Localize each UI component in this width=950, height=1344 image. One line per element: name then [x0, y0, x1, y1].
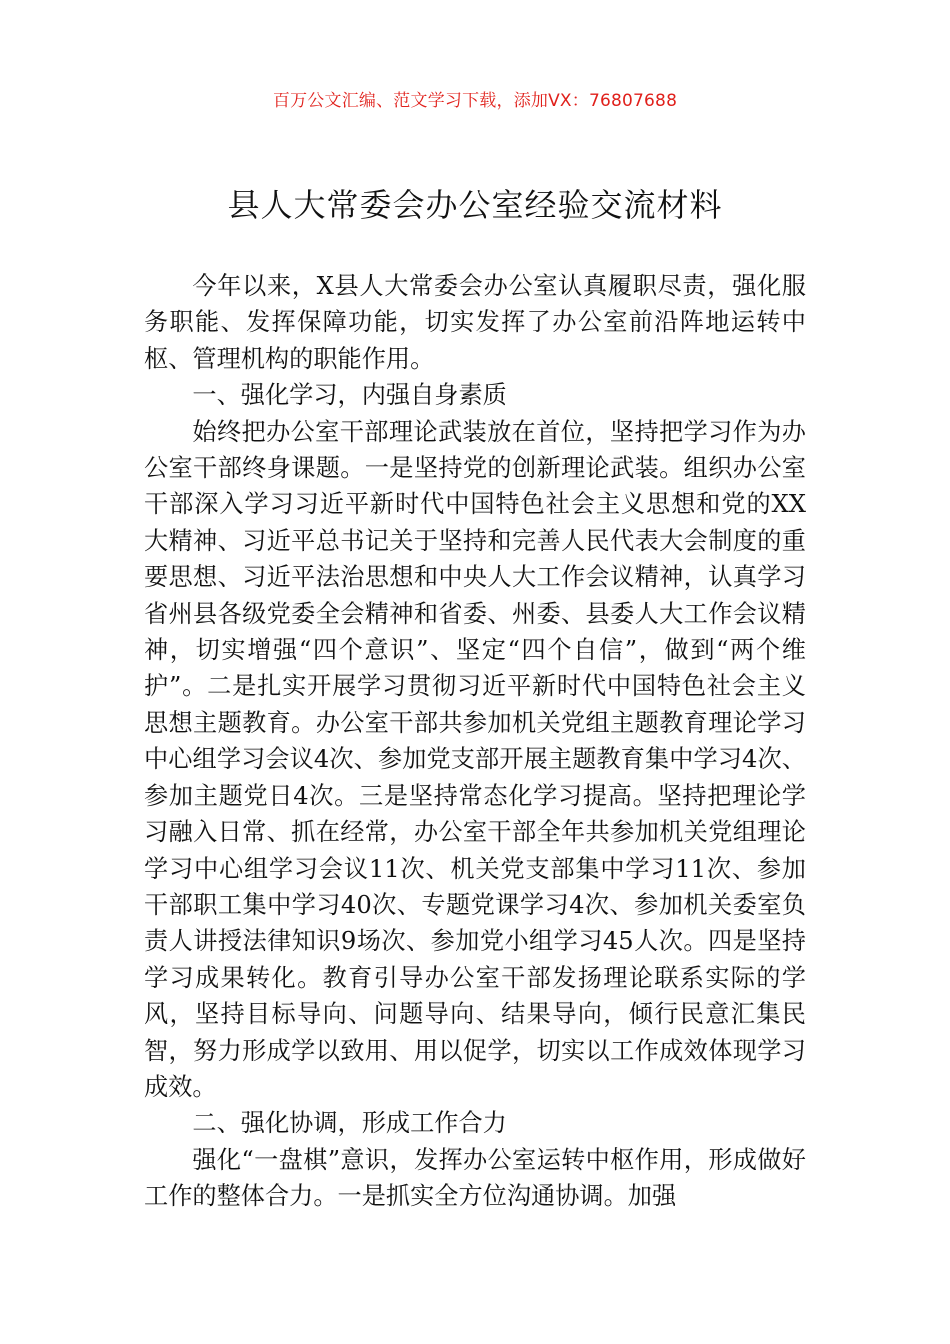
- section-2-paragraph: 强化“一盘棋”意识，发挥办公室运转中枢作用，形成做好工作的整体合力。一是抓实全方位沟通协调。加强: [144, 1145, 806, 1211]
- section-heading-2: 二、强化协调，形成工作合力: [192, 1109, 507, 1138]
- section-heading-1: 一、强化学习，内强自身素质: [192, 381, 507, 410]
- watermark-text: 百万公文汇编、范文学习下载，添加VX：76807688: [272, 91, 678, 111]
- document-body: [144, 268, 806, 1215]
- intro-paragraph: 今年以来，X县人大常委会办公室认真履职尽责，强化服务职能、发挥保障功能，切实发挥了办公室前沿阵地运转中枢、管理机构的职能作用。: [144, 272, 806, 373]
- section-1-paragraph: 始终把办公室干部理论武装放在首位，坚持把学习作为办公室干部终身课题。一是坚持党的创新理论武装。组织办公室干部深入学习习近平新时代中国特色社会主义思想和党的XX大精神、习近平总书记关于坚持和完善人民代表大会制度的重要思想、习近平法治思想和中央人大工作会议精神，认真学习省州县各级党委全会精神和省委、州委、县委人大工作会议精神，切实增强“四个意识”、坚定“四个自信”，做到“两个维护”。二是扎实开展学习贯彻习近平新时代中国特色社会主义思想主题教育。办公室干部共参加机关党组主题教育理论学习中心组学习会议4次、参加党支部开展主题教育集中学习4次、参加主题党日4次。三是坚持常态化学习提高。坚持把理论学习融入日常、抓在经常，办公室干部全年共参加机关党组理论学习中心组学习会议11次、机关党支部集中学习11次、参加干部职工集中学习40次、专题党课学习4次、参加机关委室负责人讲授法律知识9场次、参加党小组学习45人次。四是坚持学习成果转化。教育引导办公室干部发扬理论联系实际的学风，坚持目标导向、问题导向、结果导向，倾行民意汇集民智，努力形成学以致用、用以促学，切实以工作成效体现学习成效。: [144, 417, 806, 1101]
- document-title: 县人大常委会办公室经验交流材料: [227, 186, 723, 224]
